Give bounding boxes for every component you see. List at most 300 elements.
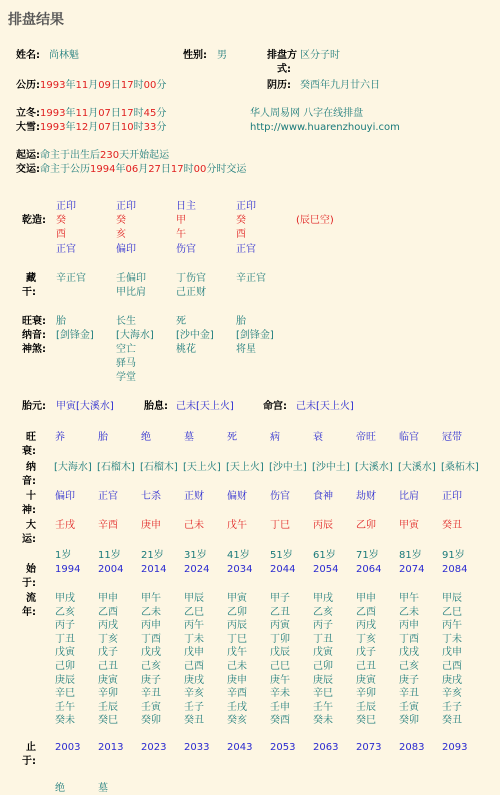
solar-year: 1993 — [40, 80, 66, 91]
pillar-day-zhi: 午 — [176, 229, 186, 240]
dayun-nayin: [石榴木] — [140, 462, 178, 473]
dayun-age: 61岁 — [313, 550, 336, 561]
nayin-hour: [剑锋金] — [236, 330, 274, 341]
shensha-day-1: 桃花 — [176, 344, 196, 355]
dayun-end-year: 2083 — [399, 742, 425, 753]
liunian-cell: 庚子 — [141, 674, 161, 686]
site-url-link[interactable]: http://www.huarenzhouyi.com — [250, 122, 400, 133]
unit-minute: 分 — [156, 108, 167, 119]
unit-year: 年 — [65, 122, 76, 133]
liunian-cell: 丙申 — [141, 620, 161, 632]
pillar-month-bottom: 偏印 — [116, 244, 136, 255]
liunian-cell: 壬寅 — [141, 701, 161, 713]
dayun-ganzhi: 庚申 — [141, 520, 161, 531]
daxue-label: 大雪: — [16, 122, 40, 133]
liunian-cell: 戊申 — [442, 647, 462, 659]
liunian-cell: 乙酉 — [98, 606, 118, 618]
dayun-end-year: 2043 — [227, 742, 253, 753]
liunian-cell: 甲午 — [141, 593, 161, 604]
dayun-shishen: 比肩 — [399, 491, 419, 502]
pillar-year-bottom: 正官 — [56, 244, 76, 255]
liunian-cell: 乙卯 — [227, 606, 247, 618]
liunian-cell: 壬子 — [442, 701, 462, 713]
dayun-ganzhi: 丁巳 — [270, 520, 290, 531]
liunian-cell: 庚戌 — [442, 674, 462, 686]
dayun-wangshuai: 衰 — [313, 432, 323, 443]
liunian-cell: 癸卯 — [399, 715, 419, 727]
liunian-cell: 癸亥 — [227, 715, 247, 727]
canggan-day-1: 丁伤官 — [176, 273, 206, 284]
solar-day: 09 — [98, 80, 111, 91]
liunian-cell: 戊申 — [184, 647, 204, 659]
canggan-month-1: 壬偏印 — [116, 273, 146, 284]
solar-month: 11 — [75, 80, 89, 91]
unit-hour: 时 — [133, 108, 144, 119]
pillar-month-zhi: 亥 — [116, 229, 126, 240]
dayun-end-year: 2033 — [184, 742, 210, 753]
dayun-end-year: 2093 — [442, 742, 468, 753]
liunian-cell: 庚子 — [399, 674, 419, 686]
liunian-cell: 庚寅 — [98, 674, 118, 686]
dayun-ganzhi: 戊午 — [227, 520, 247, 531]
minggong-value: 己未[天上火] — [296, 401, 354, 412]
site-name-link[interactable]: 华人周易网 八字在线排盘 — [250, 108, 364, 119]
dayun-end-year: 2003 — [55, 742, 81, 753]
ws-row-label-cont: 衰: — [22, 446, 36, 457]
dayun-nayin: [天上火] — [183, 462, 221, 473]
liunian-cell: 丁未 — [442, 633, 462, 645]
dayun-end-year: 2073 — [356, 742, 382, 753]
ln-row-label-cont: 年: — [22, 607, 36, 618]
method-label-cont: 式: — [277, 64, 291, 75]
pillar-hour-zhi: 酉 — [236, 229, 246, 240]
liunian-cell: 甲申 — [356, 593, 376, 604]
liunian-cell: 庚申 — [227, 674, 247, 686]
dayun-wangshuai: 胎 — [98, 432, 108, 443]
liunian-cell: 戊戌 — [141, 647, 161, 659]
liunian-cell: 丙戌 — [98, 620, 118, 632]
liunian-cell: 戊寅 — [55, 647, 75, 659]
dayun-shishen: 食神 — [313, 491, 333, 502]
dayun-start-year: 2044 — [270, 564, 296, 575]
lidong-year: 1993 — [40, 108, 66, 119]
unit-minute: 分 — [156, 80, 167, 91]
ws-day: 死 — [176, 316, 186, 327]
lidong-line — [16, 107, 166, 120]
solar-minute: 00 — [143, 80, 157, 91]
liunian-cell: 辛巳 — [55, 688, 75, 700]
shensha-label: 神煞: — [22, 344, 46, 355]
liunian-cell: 丁未 — [184, 633, 204, 645]
liunian-cell: 壬午 — [55, 701, 75, 713]
liunian-cell: 戊午 — [227, 647, 247, 659]
dayun-age: 21岁 — [141, 550, 164, 561]
jiaoyun-minute: 00 — [193, 164, 207, 175]
liunian-cell: 壬子 — [184, 701, 204, 713]
liunian-cell: 丙子 — [55, 620, 75, 632]
liunian-cell: 丁丑 — [313, 633, 333, 645]
solar-label: 公历: — [16, 80, 40, 91]
liunian-cell: 丙寅 — [270, 620, 290, 632]
footer-item-1: 绝 — [55, 783, 65, 794]
qiyun-prefix: 命主于出生后 — [40, 150, 100, 161]
liunian-cell: 丙午 — [184, 620, 204, 632]
page-title: 排盘结果 — [8, 12, 64, 28]
dayun-nayin: [大溪水] — [398, 462, 436, 473]
unit-day: 日 — [110, 122, 121, 133]
unit-month: 月 — [88, 108, 99, 119]
pillar-year-gan: 癸 — [56, 215, 66, 226]
liunian-cell: 乙巳 — [442, 606, 462, 618]
unit-day: 日 — [110, 108, 121, 119]
liunian-cell: 丙午 — [442, 620, 462, 632]
pillar-month-gan: 癸 — [116, 215, 126, 226]
liunian-cell: 甲寅 — [227, 593, 247, 604]
liunian-cell: 丁亥 — [98, 633, 118, 645]
jiaoyun-day: 27 — [148, 164, 161, 175]
ss-row-label: 十 — [26, 491, 36, 502]
dayun-shishen: 正印 — [442, 491, 462, 502]
jiaoyun-year: 1994 — [90, 164, 116, 175]
liunian-cell: 丁丑 — [55, 633, 75, 645]
name-value: 尚林魁 — [49, 50, 79, 61]
dayun-nayin: [桑柘木] — [441, 462, 479, 473]
nayin-label: 纳音: — [22, 330, 46, 341]
dayun-wangshuai: 墓 — [184, 432, 194, 443]
liunian-cell: 乙未 — [399, 606, 419, 618]
liunian-cell: 庚午 — [270, 674, 290, 686]
dayun-start-year: 2004 — [98, 564, 124, 575]
dayun-ganzhi: 丙辰 — [313, 520, 333, 531]
dayun-wangshuai: 病 — [270, 432, 280, 443]
canggan-label-cont: 干: — [22, 287, 36, 298]
unit-hour: 时 — [133, 80, 144, 91]
zy-row-label-cont: 于: — [22, 756, 36, 767]
liunian-cell: 乙巳 — [184, 606, 204, 618]
dayun-nayin: [大海水] — [54, 462, 92, 473]
daxue-day: 07 — [98, 122, 111, 133]
dayun-shishen: 正官 — [98, 491, 118, 502]
unit-year: 年 — [65, 80, 76, 91]
taixi-value: 己未[天上火] — [176, 401, 234, 412]
liunian-cell: 丁酉 — [141, 633, 161, 645]
liunian-cell: 乙亥 — [313, 606, 333, 618]
liunian-cell: 丙戌 — [356, 620, 376, 632]
jiaoyun-line — [16, 163, 246, 176]
canggan-month-2: 甲比肩 — [116, 287, 146, 298]
liunian-cell: 己卯 — [313, 661, 333, 672]
liunian-cell: 辛酉 — [227, 688, 247, 700]
liunian-cell: 辛卯 — [98, 688, 118, 700]
liunian-cell: 甲子 — [270, 593, 290, 604]
liunian-cell: 辛亥 — [184, 688, 204, 700]
dayun-wangshuai: 死 — [227, 432, 237, 443]
dayun-wangshuai: 临官 — [399, 432, 419, 443]
dayun-shishen: 正财 — [184, 491, 204, 502]
lidong-month: 11 — [75, 108, 89, 119]
liunian-cell: 甲辰 — [442, 593, 462, 604]
dayun-start-year: 2064 — [356, 564, 382, 575]
liunian-cell: 癸卯 — [141, 715, 161, 727]
liunian-cell: 己亥 — [141, 661, 161, 672]
liunian-cell: 壬辰 — [356, 701, 376, 713]
liunian-cell: 庚寅 — [356, 674, 376, 686]
liunian-cell: 乙未 — [141, 606, 161, 618]
liunian-cell: 己丑 — [98, 661, 118, 672]
shensha-month-3: 学堂 — [116, 372, 136, 383]
liunian-cell: 丙辰 — [227, 620, 247, 632]
dayun-start-year: 2074 — [399, 564, 425, 575]
liunian-cell: 丙申 — [399, 620, 419, 632]
liunian-cell: 癸丑 — [442, 715, 462, 727]
liunian-cell: 癸未 — [313, 715, 333, 727]
qiyun-label: 起运: — [16, 150, 40, 161]
dayun-start-year: 2024 — [184, 564, 210, 575]
dayun-start-year: 2084 — [442, 564, 468, 575]
nayin-month: [大海水] — [116, 330, 154, 341]
liunian-cell: 庚辰 — [55, 674, 75, 686]
liunian-cell: 戊子 — [356, 647, 376, 659]
liunian-cell: 己酉 — [442, 661, 462, 672]
shensha-month-1: 空亡 — [116, 344, 136, 355]
liunian-cell: 甲戌 — [55, 593, 75, 604]
liunian-cell: 戊寅 — [313, 647, 333, 659]
pillar-year-zhi: 酉 — [56, 229, 66, 240]
zy-row-label: 止 — [26, 742, 36, 753]
sz-row-label-cont: 于: — [22, 578, 36, 589]
liunian-cell: 丙子 — [313, 620, 333, 632]
dy-row-label-cont: 运: — [22, 534, 36, 545]
liunian-cell: 甲申 — [98, 593, 118, 604]
lidong-label: 立冬: — [16, 108, 40, 119]
dayun-age: 41岁 — [227, 550, 250, 561]
liunian-cell: 辛亥 — [442, 688, 462, 700]
liunian-cell: 丁酉 — [399, 633, 419, 645]
dy-row-label: 大 — [26, 520, 36, 531]
dayun-end-year: 2063 — [313, 742, 339, 753]
taiyuan-label: 胎元: — [22, 401, 46, 412]
dayun-wangshuai: 养 — [55, 432, 65, 443]
method-value: 区分子时 — [300, 50, 340, 61]
liunian-cell: 戊子 — [98, 647, 118, 659]
canggan-day-2: 己正财 — [176, 287, 206, 298]
liunian-cell: 戊辰 — [270, 647, 290, 659]
liunian-cell: 癸丑 — [184, 715, 204, 727]
liunian-cell: 丁亥 — [356, 633, 376, 645]
dayun-age: 91岁 — [442, 550, 465, 561]
minggong-label: 命宫: — [263, 401, 287, 412]
pillar-hour-top: 正印 — [236, 201, 256, 212]
unit-minute: 分 — [156, 122, 167, 133]
unit-hour: 时 — [183, 164, 194, 175]
jiaoyun-label: 交运: — [16, 164, 40, 175]
liunian-cell: 壬寅 — [399, 701, 419, 713]
dayun-nayin: [大溪水] — [355, 462, 393, 473]
ny-row-label-cont: 音: — [22, 476, 36, 487]
liunian-cell: 己丑 — [356, 661, 376, 672]
dayun-wangshuai: 冠带 — [442, 432, 462, 443]
dayun-nayin: [石榴木] — [97, 462, 135, 473]
liunian-cell: 乙酉 — [356, 606, 376, 618]
dayun-start-year: 2034 — [227, 564, 253, 575]
dayun-end-year: 2023 — [141, 742, 167, 753]
liunian-cell: 辛未 — [270, 688, 290, 700]
liunian-cell: 辛丑 — [141, 688, 161, 700]
dayun-age: 31岁 — [184, 550, 207, 561]
liunian-cell: 壬辰 — [98, 701, 118, 713]
liunian-cell: 癸酉 — [270, 715, 290, 727]
unit-hour: 时 — [133, 122, 144, 133]
daxue-line — [16, 121, 166, 134]
dayun-nayin: [沙中土] — [269, 462, 307, 473]
daxue-minute: 33 — [143, 122, 157, 133]
lunar-label: 阴历: — [267, 80, 291, 91]
dayun-ganzhi: 癸丑 — [442, 520, 462, 531]
canggan-hour-1: 辛正官 — [236, 273, 266, 284]
name-label: 姓名: — [16, 50, 40, 61]
dayun-nayin: [天上火] — [226, 462, 264, 473]
jiaoyun-suffix: 分时交运 — [206, 164, 247, 175]
taixi-label: 胎息: — [144, 401, 168, 412]
ws-hour: 胎 — [236, 316, 246, 327]
liunian-cell: 乙丑 — [270, 606, 290, 618]
nayin-day: [沙中金] — [176, 330, 214, 341]
dayun-wangshuai: 绝 — [141, 432, 151, 443]
dayun-shishen: 劫财 — [356, 491, 376, 502]
liunian-cell: 己未 — [227, 661, 247, 672]
shensha-hour-1: 将星 — [236, 344, 256, 355]
liunian-cell: 甲戌 — [313, 593, 333, 604]
ws-row-label: 旺 — [26, 432, 36, 443]
dayun-end-year: 2013 — [98, 742, 124, 753]
ws-month: 长生 — [116, 316, 136, 327]
dayun-nayin: [沙中土] — [312, 462, 350, 473]
liunian-cell: 丁巳 — [227, 633, 247, 645]
dayun-age: 11岁 — [98, 550, 121, 561]
kongwang: (辰巳空) — [296, 215, 334, 226]
wangshuai-label: 旺衰: — [22, 316, 46, 327]
qiyun-suffix: 天开始起运 — [119, 150, 170, 161]
liunian-cell: 壬戌 — [227, 701, 247, 713]
dayun-start-year: 2014 — [141, 564, 167, 575]
liunian-cell: 壬申 — [270, 701, 290, 713]
gender-value: 男 — [217, 50, 227, 61]
unit-month: 月 — [88, 122, 99, 133]
lidong-minute: 45 — [143, 108, 157, 119]
liunian-cell: 辛丑 — [399, 688, 419, 700]
dayun-start-year: 2054 — [313, 564, 339, 575]
liunian-cell: 己巳 — [270, 661, 290, 672]
canggan-year-1: 辛正官 — [56, 273, 86, 284]
unit-day: 日 — [160, 164, 171, 175]
dayun-age: 1岁 — [55, 550, 72, 561]
dayun-age: 71岁 — [356, 550, 379, 561]
nayin-year: [剑锋金] — [56, 330, 94, 341]
liunian-cell: 癸巳 — [356, 715, 376, 727]
canggan-label: 藏 — [26, 273, 36, 284]
liunian-cell: 庚戌 — [184, 674, 204, 686]
liunian-cell: 庚辰 — [313, 674, 333, 686]
pillar-day-gan: 甲 — [176, 215, 186, 226]
shensha-month-2: 驿马 — [116, 358, 136, 369]
dayun-wangshuai: 帝旺 — [356, 432, 376, 443]
lidong-day: 07 — [98, 108, 111, 119]
dayun-ganzhi: 乙卯 — [356, 520, 376, 531]
ny-row-label: 纳 — [26, 462, 36, 473]
dayun-shishen: 偏财 — [227, 491, 247, 502]
solar-date-line — [16, 79, 166, 92]
daxue-hour: 10 — [120, 122, 134, 133]
dayun-shishen: 偏印 — [55, 491, 75, 502]
ws-year: 胎 — [56, 316, 66, 327]
liunian-cell: 壬午 — [313, 701, 333, 713]
dayun-ganzhi: 甲寅 — [399, 520, 419, 531]
jiaoyun-hour: 17 — [170, 164, 184, 175]
unit-month: 月 — [88, 80, 99, 91]
unit-year: 年 — [65, 108, 76, 119]
dayun-end-year: 2053 — [270, 742, 296, 753]
dayun-ganzhi: 壬戌 — [55, 520, 75, 531]
liunian-cell: 辛卯 — [356, 688, 376, 700]
dayun-ganzhi: 己未 — [184, 520, 204, 531]
qianzao-label: 乾造: — [22, 215, 46, 226]
gender-label: 性别: — [183, 50, 207, 61]
pillar-day-bottom: 伤官 — [176, 244, 196, 255]
lunar-value: 癸酉年九月廿六日 — [300, 80, 380, 91]
jiaoyun-prefix: 命主于公历 — [40, 164, 90, 175]
solar-hour: 17 — [120, 80, 134, 91]
jiaoyun-month: 06 — [125, 164, 139, 175]
unit-year: 年 — [115, 164, 126, 175]
liunian-cell: 己酉 — [184, 661, 204, 672]
pillar-hour-bottom: 正官 — [236, 244, 256, 255]
dayun-shishen: 七杀 — [141, 491, 161, 502]
liunian-cell: 戊戌 — [399, 647, 419, 659]
pillar-day-top: 日主 — [176, 201, 196, 212]
dayun-shishen: 伤官 — [270, 491, 290, 502]
pillar-hour-gan: 癸 — [236, 215, 246, 226]
dayun-start-year: 1994 — [55, 564, 81, 575]
lidong-hour: 17 — [120, 108, 134, 119]
ln-row-label: 流 — [26, 593, 36, 604]
liunian-cell: 丁卯 — [270, 633, 290, 645]
qiyun-line — [16, 149, 169, 162]
daxue-year: 1993 — [40, 122, 66, 133]
ss-row-label-cont: 神: — [22, 505, 36, 516]
footer-item-2: 墓 — [98, 783, 108, 794]
pillar-year-top: 正印 — [56, 201, 76, 212]
liunian-cell: 癸巳 — [98, 715, 118, 727]
method-label: 排盘方 — [267, 50, 297, 61]
unit-month: 月 — [138, 164, 149, 175]
dayun-age: 81岁 — [399, 550, 422, 561]
liunian-cell: 辛巳 — [313, 688, 333, 700]
liunian-cell: 己卯 — [55, 661, 75, 672]
liunian-cell: 乙亥 — [55, 606, 75, 618]
dayun-age: 51岁 — [270, 550, 293, 561]
taiyuan-value: 甲寅[大溪水] — [56, 401, 114, 412]
liunian-cell: 甲午 — [399, 593, 419, 604]
pillar-month-top: 正印 — [116, 201, 136, 212]
liunian-cell: 甲辰 — [184, 593, 204, 604]
liunian-cell: 癸未 — [55, 715, 75, 727]
liunian-cell: 己亥 — [399, 661, 419, 672]
sz-row-label: 始 — [26, 564, 36, 575]
dayun-ganzhi: 辛酉 — [98, 520, 118, 531]
daxue-month: 12 — [75, 122, 89, 133]
qiyun-days: 230 — [100, 150, 120, 161]
unit-day: 日 — [110, 80, 121, 91]
